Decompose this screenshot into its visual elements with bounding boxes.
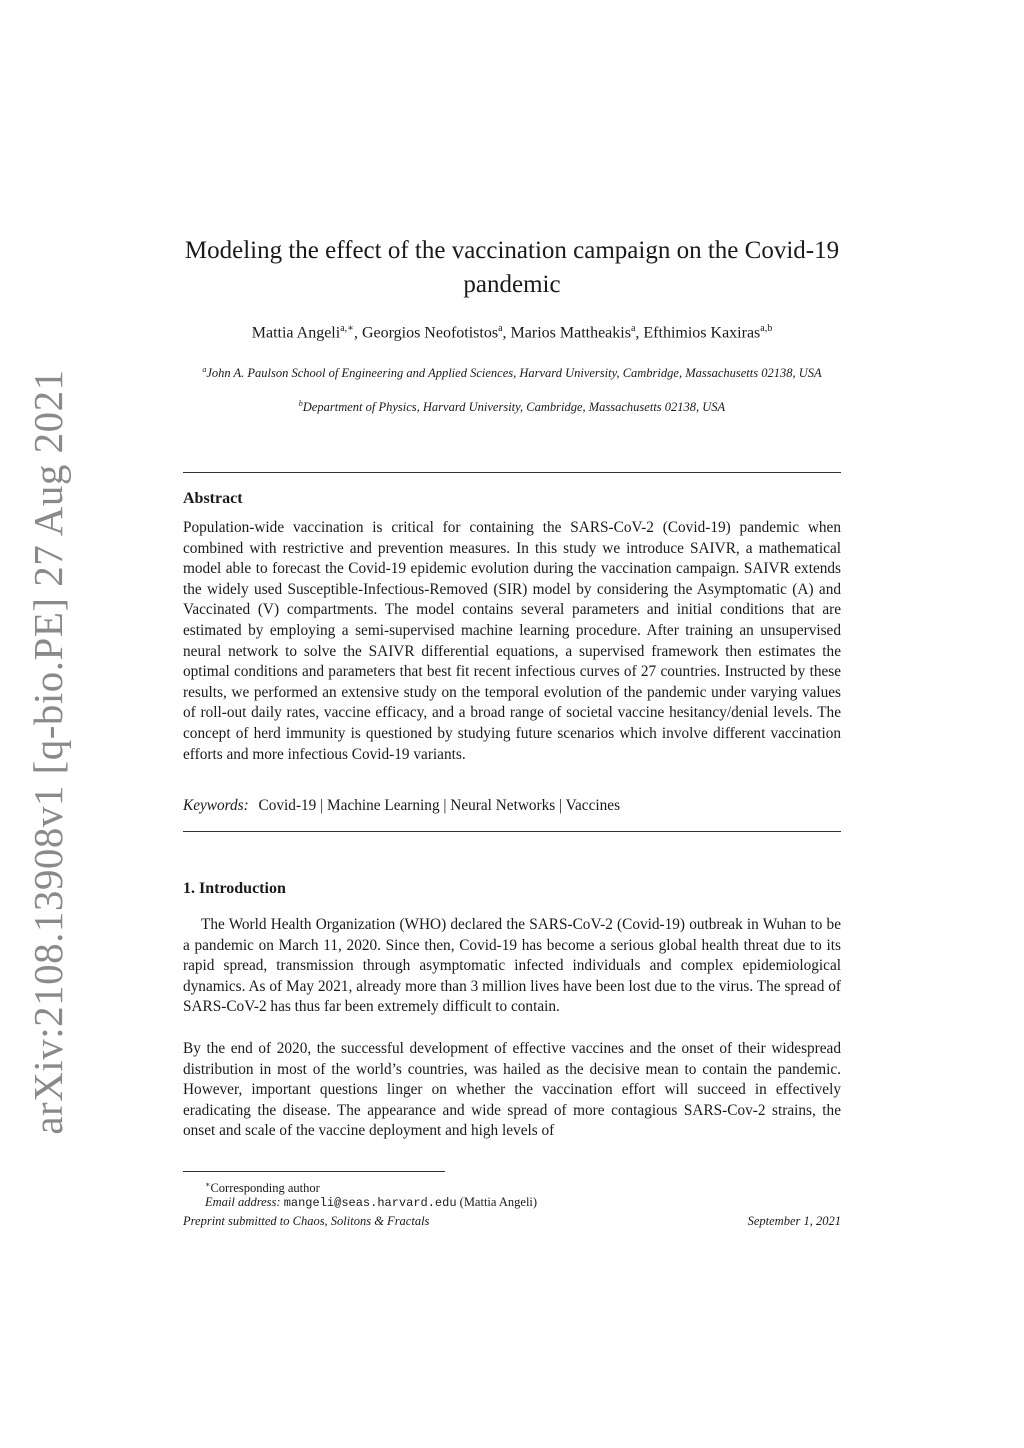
author-name: Georgios Neofotistos xyxy=(361,324,499,342)
footnote-corresponding: ∗Corresponding author xyxy=(205,1180,320,1196)
author-affiliation-mark: a xyxy=(630,323,636,334)
affiliation-b: $^b$Department of Physics, Harvard University, Cambridge, Massachusetts 02138, USA xyxy=(298,399,726,415)
paper-title: Modeling the effect of the vaccination campaign on the Covid-19 pandemic xyxy=(184,237,840,298)
abstract-heading: Abstract xyxy=(183,490,243,507)
email-label: Email address: xyxy=(205,1195,281,1209)
abstract-bottom-rule xyxy=(183,831,841,832)
abstract-text: Population-wide vaccination is critical for containing the SARS-CoV-2 (Covid-19) pandemic when combined with restrictive and prevention measures. In this study we introduce SAIVR, a mathematical model able to forecast the Covid-19 epidemic evolution during the vaccination campaign. SAIVR extends the widely used Susceptible-Infectious-Removed (SIR) model by considering the Asymptomatic (A) and Vaccinated (V) compartments. The model contains several parameters and initial conditions that are estimated by employing a semi-supervised machine learning procedure. After training an unsupervised neural network to solve the SAIVR differential equations, a supervised framework then estimates the optimal conditions and parameters that best fit recent infectious curves of 27 countries. Instructed by these results, we performed an extensive study on the temporal evolution of the pandemic under varying values of roll-out daily rates, vaccine efficacy, and a broad range of societal vaccine hesitancy/denial levels. The concept of herd immunity is questioned by studying future scenarios which involve different vaccination efforts and more infectious Covid-19 variants. xyxy=(183,519,841,763)
affiliation-a: $^a$John A. Paulson School of Engineering and Applied Sciences, Harvard University, Cambridge, Massachusetts 02138, USA xyxy=(202,365,822,381)
arxiv-side-stamp xyxy=(16,369,80,1135)
abstract-top-rule xyxy=(183,472,841,473)
preprint-note: Preprint submitted to Chaos, Solitons & Fractals xyxy=(183,1214,430,1228)
author-list: Mattia Angeli$^{a,∗}$, Georgios Neofotistos$^a$, Marios Mattheakis$^a$, Efthimios Kaxiras$^{a,b}$ xyxy=(251,323,773,342)
email-owner: (Mattia Angeli) xyxy=(459,1195,538,1209)
keywords-label: Keywords: xyxy=(183,797,249,814)
author-name: Efthimios Kaxiras xyxy=(643,324,761,342)
introduction-paragraph-2: By the end of 2020, the successful development of effective vaccines and the onset of their widespread distribution in most of the world’s countries, was hailed as the decisive mean to contain the pandemic. However, important questions linger on whether the vaccination effort will succeed in effectively eradicating the disease. The appearance and wide spread of more contagious SARS-Cov-2 strains, the onset and scale of the vaccine deployment and high levels of xyxy=(183,1040,841,1140)
preprint-date: September 1, 2021 xyxy=(747,1214,841,1228)
email-address[interactable]: mangeli@seas.harvard.edu xyxy=(283,1196,457,1210)
introduction-paragraph-1: The World Health Organization (WHO) declared the SARS-CoV-2 (Covid-19) outbreak in Wuhan to be a pandemic on March 11, 2020. Since then, Covid-19 has become a serious global health threat due to its rapid spread, transmission through asymptomatic infected individuals and complex epidemiological dynamics. As of May 2021, already more than 3 million lives have been lost due to the virus. The spread of SARS-CoV-2 has thus far been extremely difficult to contain. xyxy=(183,916,841,1016)
author-name: Marios Mattheakis xyxy=(510,324,631,342)
footnote-rule xyxy=(183,1171,445,1172)
author-affiliation-mark: a xyxy=(498,323,503,334)
introduction-heading: 1. Introduction xyxy=(183,880,286,897)
author-affiliation-mark: a,∗ xyxy=(340,323,354,334)
arxiv-identifier: arXiv:2108.13908v1 [q-bio.PE] 27 Aug 2021 xyxy=(25,369,71,1135)
author-name: Mattia Angeli xyxy=(251,324,341,342)
footnote-email xyxy=(205,1194,537,1211)
author-affiliation-mark: a,b xyxy=(760,323,773,334)
keywords-value: Covid-19 | Machine Learning | Neural Networks | Vaccines xyxy=(258,797,621,814)
keywords-line xyxy=(183,797,620,815)
